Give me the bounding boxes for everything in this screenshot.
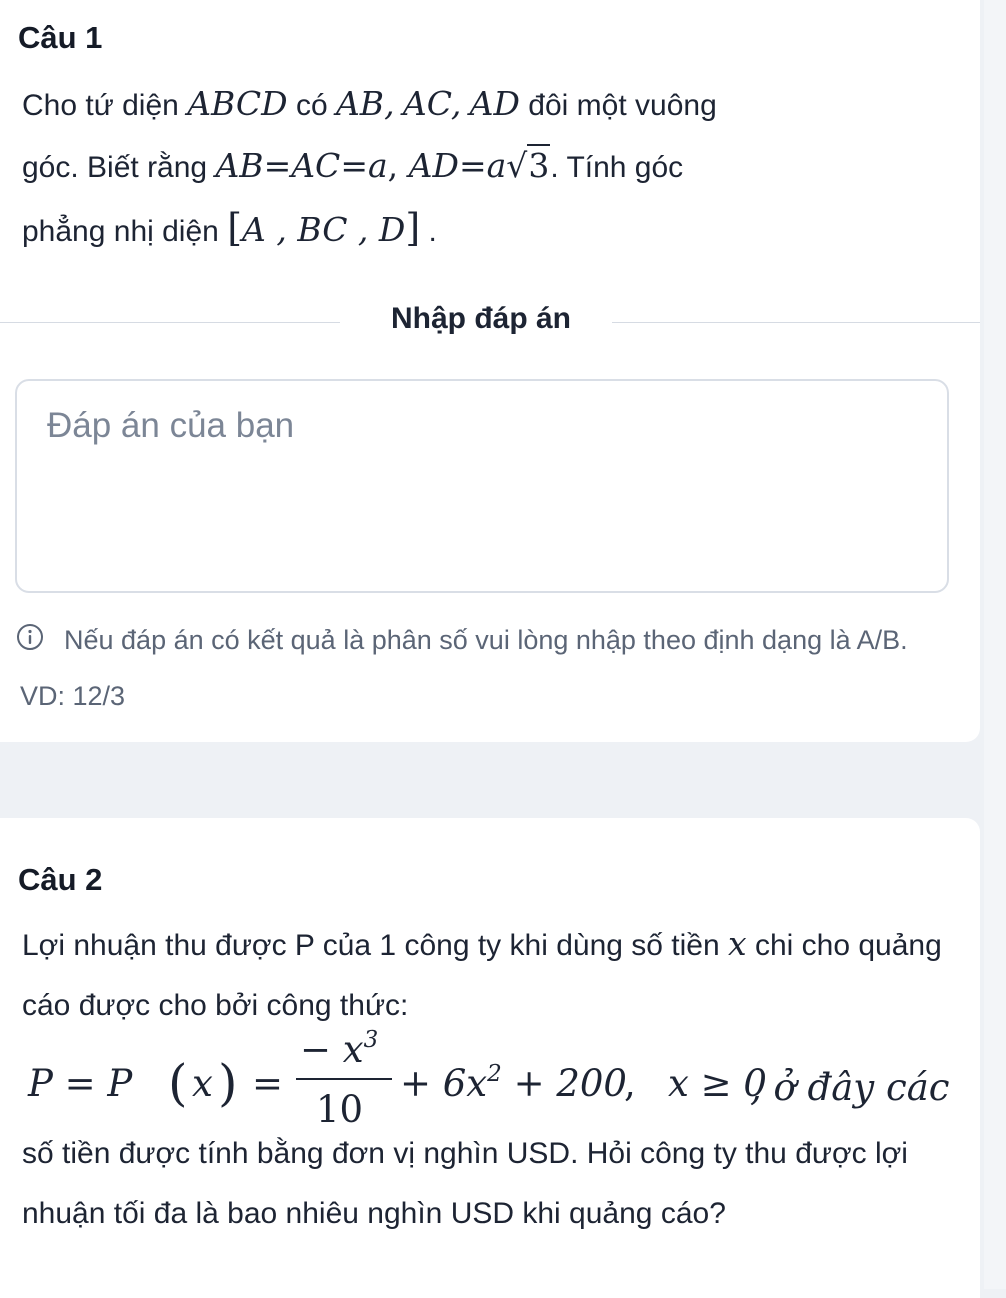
formula-variable: x	[192, 1062, 213, 1105]
dihedral-expression: [A , BC , D]	[227, 206, 421, 250]
text-segment: số tiền được tính bằng đơn vị nghìn USD. Hỏi công ty thu được lợi nhuận tối đa là bao nhiêu nghìn USD khi quảng cáo?	[22, 1137, 908, 1230]
text-segment: có	[295, 89, 328, 122]
text-segment: đôi một vuông	[528, 89, 717, 122]
math-expression: AD	[469, 84, 520, 123]
answer-section-divider	[0, 290, 980, 354]
math-term: A , BC , D	[242, 210, 406, 249]
formula-paren-open: (	[168, 1054, 188, 1112]
formula-equals: =	[252, 1062, 284, 1105]
text-segment: Lợi nhuận thu được P của 1 công ty khi dùng số tiền	[22, 929, 720, 962]
formula-exponent: 2	[487, 1061, 502, 1087]
text-segment: góc. Biết rằng	[22, 151, 208, 184]
fraction-denominator: 10	[316, 1088, 364, 1131]
formula-comma: ,	[624, 1062, 636, 1105]
question-text	[22, 74, 950, 262]
sqrt-radicand: 3	[528, 146, 550, 185]
formula-tail-text: , ở đây các	[750, 1066, 950, 1109]
text-segment: . Tính góc	[550, 151, 684, 184]
math-expression: AB=AC=a, AD=a√3	[215, 146, 550, 185]
math-term: AD	[408, 146, 459, 185]
math-term: AC	[291, 146, 341, 185]
math-expression: ABCD	[187, 84, 288, 123]
formula-lhs: P = P	[28, 1062, 133, 1105]
answer-format-hint: Nếu đáp án có kết quả là phân số vui lòng nhập theo định dạng là A/B. VD: 12/3	[20, 625, 908, 711]
formula-term	[400, 1062, 627, 1105]
math-term: a	[486, 146, 507, 185]
question-title: Câu 1	[18, 20, 103, 55]
text-segment: .	[428, 215, 437, 248]
numerator-exponent: 3	[363, 1027, 379, 1053]
fraction-numerator	[300, 1028, 378, 1071]
formula-term-part: + 200	[513, 1062, 627, 1105]
text-segment: Cho tứ diện	[22, 89, 179, 122]
math-term: a	[367, 146, 388, 185]
math-expression: AC	[402, 84, 451, 123]
divider-line	[612, 322, 980, 323]
math-separator: ,	[450, 84, 462, 123]
math-expression: x	[728, 924, 747, 963]
scroll-gutter	[984, 0, 1006, 1289]
formula-paren-close: )	[218, 1054, 238, 1112]
math-term: AB	[215, 146, 264, 185]
question-text	[22, 914, 950, 1036]
fraction-bar	[296, 1078, 392, 1080]
formula-term-part: + 6x	[400, 1062, 488, 1105]
question-title: Câu 2	[18, 862, 103, 897]
text-segment: chi cho quảng cáo được cho bởi công thức:	[22, 929, 942, 1022]
math-expression: AB	[335, 84, 385, 123]
divider-label: Nhập đáp án	[390, 302, 571, 335]
formula-condition: x ≥ 0	[668, 1062, 767, 1105]
math-separator: ,	[384, 84, 395, 123]
numerator-term: − x	[300, 1028, 364, 1071]
text-segment: phẳng nhị diện	[22, 215, 219, 248]
question-text-continued	[22, 1124, 976, 1244]
answer-input[interactable]	[15, 379, 949, 593]
